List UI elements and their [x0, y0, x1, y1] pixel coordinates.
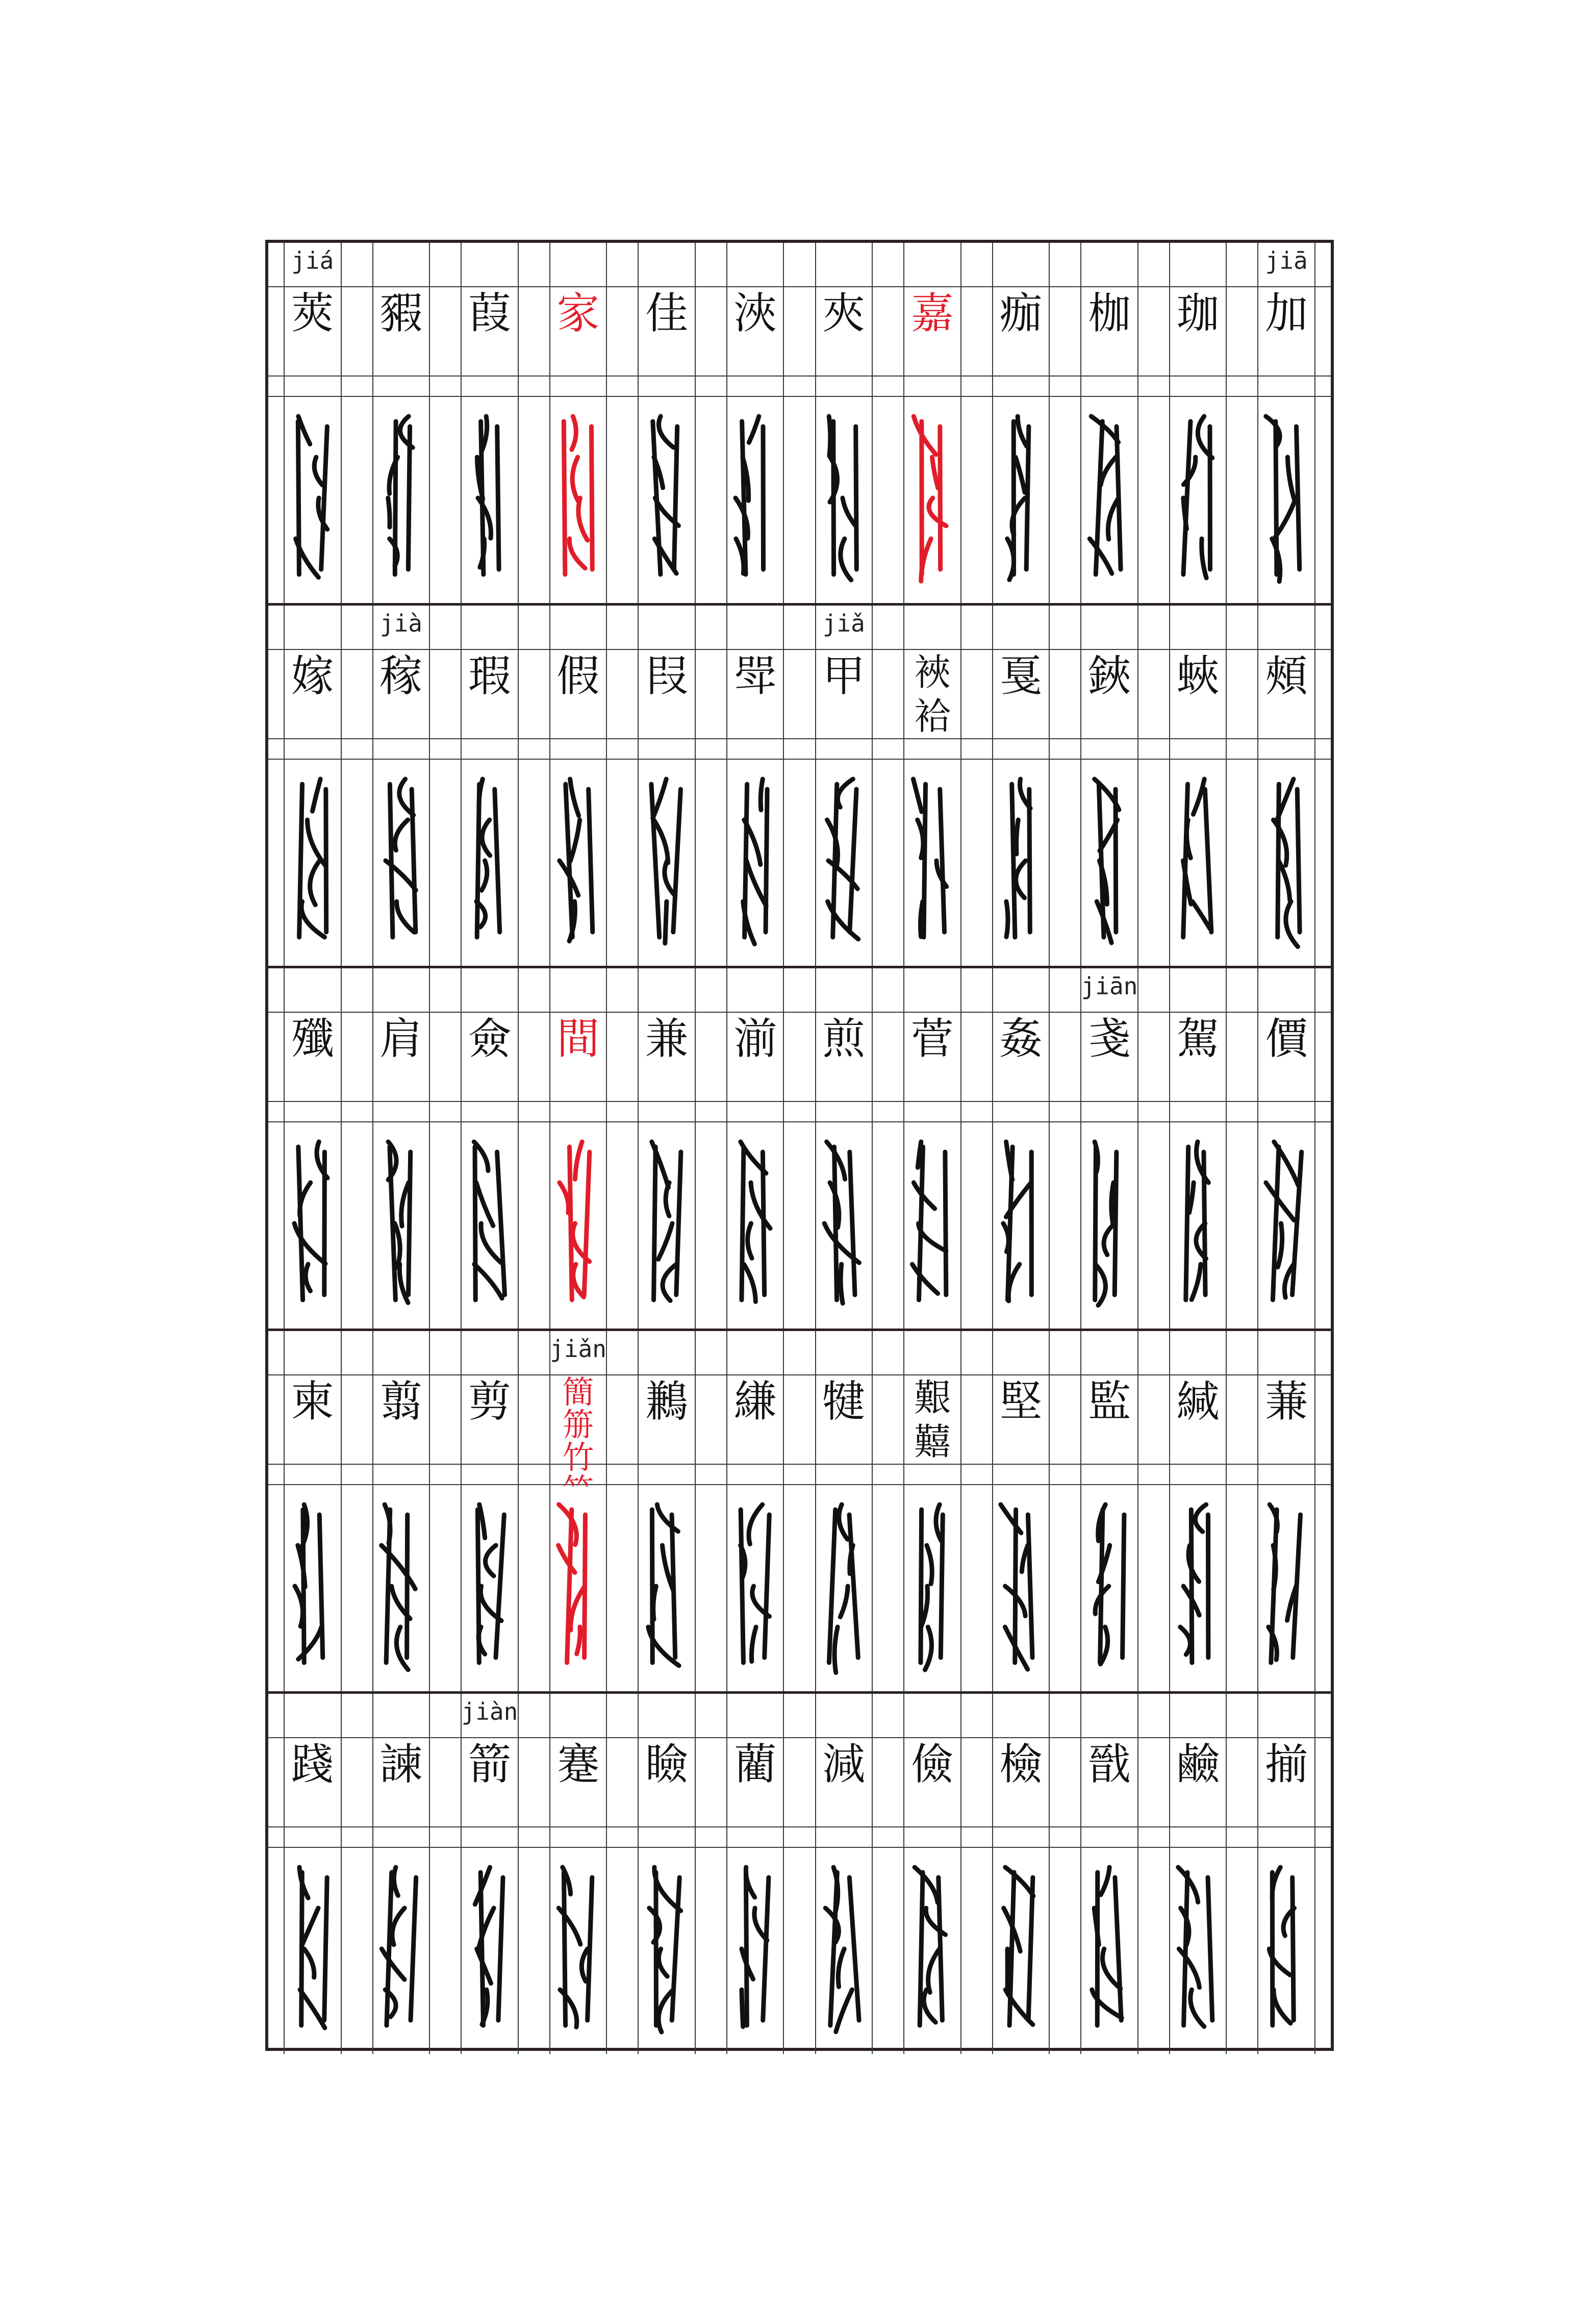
seal-script-glyph — [1154, 1494, 1243, 1678]
regular-script-char: 箭 — [468, 1739, 511, 1789]
regular-script-char: 夾 — [822, 288, 866, 338]
regular-script-char: 枷 — [1088, 288, 1131, 338]
table-cell — [534, 1694, 623, 2054]
seal-script-glyph — [977, 406, 1066, 590]
regular-script-char: 簡 笧 竹 𥫗 — [562, 1373, 594, 1509]
seal-script-glyph — [800, 1857, 889, 2041]
table-cell — [1242, 1694, 1331, 2054]
table-cell — [1154, 968, 1243, 1329]
seal-script-glyph — [1065, 769, 1154, 953]
regular-script-char: 肩 — [379, 1014, 423, 1064]
seal-script-glyph — [888, 1132, 977, 1315]
regular-script-char: 僉 — [468, 1014, 511, 1064]
regular-script-char: 檢 — [999, 1739, 1043, 1789]
table-cell — [357, 243, 446, 603]
table-cell — [357, 1331, 446, 1691]
table-cell — [357, 1694, 446, 2054]
regular-script-char: 減 — [822, 1739, 866, 1789]
character-table — [265, 240, 1334, 2051]
table-cell — [534, 968, 623, 1329]
regular-script-char: 浹 — [733, 288, 777, 338]
regular-script-char: 瑕 — [468, 651, 511, 701]
table-cell — [1154, 243, 1243, 603]
regular-script-char: 戩 — [1088, 1739, 1131, 1789]
band-separator — [268, 966, 1331, 968]
seal-script-glyph — [445, 1132, 534, 1315]
regular-script-char: 監 — [1088, 1376, 1131, 1426]
table-cell — [977, 1694, 1066, 2054]
table-cell — [711, 243, 800, 603]
table-cell — [800, 968, 889, 1329]
table-cell — [888, 1331, 977, 1691]
seal-script-glyph — [268, 406, 357, 590]
seal-script-glyph — [1242, 406, 1331, 590]
table-cell — [1154, 606, 1243, 966]
seal-script-glyph — [622, 1494, 711, 1678]
seal-script-glyph — [1242, 769, 1331, 953]
regular-script-char: 佳 — [645, 288, 689, 338]
pinyin-label: jiān — [1081, 972, 1138, 1000]
pinyin-label: jiá — [291, 247, 334, 274]
regular-script-char: 蛺 — [1176, 651, 1220, 701]
table-cell — [888, 606, 977, 966]
table-cell — [977, 968, 1066, 1329]
regular-script-char: 菅 — [910, 1014, 954, 1064]
seal-script-glyph — [1065, 1132, 1154, 1315]
regular-script-char: 煎 — [822, 1014, 866, 1064]
table-cell — [1154, 1331, 1243, 1691]
table-cell — [977, 243, 1066, 603]
regular-script-char: 嫁 — [291, 651, 334, 701]
table-cell — [711, 968, 800, 1329]
table-cell — [622, 243, 711, 603]
regular-script-char: 叚 — [645, 651, 689, 701]
table-cell — [534, 1331, 623, 1691]
regular-script-char: 莢 — [291, 288, 334, 338]
table-cell — [1242, 243, 1331, 603]
seal-script-glyph — [1242, 1857, 1331, 2041]
seal-script-glyph — [534, 406, 623, 590]
seal-script-glyph — [711, 769, 800, 953]
seal-script-glyph — [800, 1132, 889, 1315]
table-cell — [268, 968, 357, 1329]
seal-script-glyph — [1065, 406, 1154, 590]
regular-script-char: 裌 袷 — [914, 651, 951, 738]
regular-script-char: 剪 — [468, 1376, 511, 1426]
table-cell — [534, 606, 623, 966]
regular-script-char: 儉 — [910, 1739, 954, 1789]
table-band — [268, 606, 1331, 966]
regular-script-char: 鶼 — [645, 1376, 689, 1426]
regular-script-char: 痂 — [999, 288, 1043, 338]
seal-script-glyph — [1065, 1494, 1154, 1678]
regular-script-char: 豭 — [379, 288, 423, 338]
table-cell — [534, 243, 623, 603]
regular-script-char: 翦 — [379, 1376, 423, 1426]
regular-script-char: 葭 — [468, 288, 511, 338]
regular-script-char: 駕 — [1176, 1014, 1220, 1064]
table-cell — [1242, 1331, 1331, 1691]
table-band — [268, 243, 1331, 603]
band-separator — [268, 603, 1331, 606]
table-cell — [1065, 968, 1154, 1329]
seal-script-glyph — [445, 1494, 534, 1678]
table-cell — [800, 606, 889, 966]
regular-script-char: 鹼 — [1176, 1739, 1220, 1789]
seal-script-glyph — [622, 1857, 711, 2041]
regular-script-char: 間 — [556, 1014, 600, 1064]
table-cell — [622, 1331, 711, 1691]
band-separator — [268, 1329, 1331, 1331]
table-cell — [357, 968, 446, 1329]
regular-script-char: 稼 — [379, 651, 423, 701]
seal-script-glyph — [445, 406, 534, 590]
regular-script-char: 踐 — [291, 1739, 334, 1789]
regular-script-char: 加 — [1265, 288, 1308, 338]
seal-script-glyph — [1242, 1132, 1331, 1315]
seal-script-glyph — [888, 1494, 977, 1678]
regular-script-char: 鋏 — [1088, 651, 1131, 701]
seal-script-glyph — [888, 769, 977, 953]
pinyin-label: jiǎ — [822, 610, 865, 637]
seal-script-glyph — [800, 1494, 889, 1678]
seal-script-glyph — [977, 1132, 1066, 1315]
table-cell — [1065, 1694, 1154, 2054]
regular-script-char: 頰 — [1265, 651, 1308, 701]
table-cell — [888, 968, 977, 1329]
table-cell — [622, 606, 711, 966]
seal-script-glyph — [534, 1132, 623, 1315]
table-cell — [1242, 968, 1331, 1329]
seal-script-glyph — [357, 1857, 446, 2041]
table-cell — [800, 243, 889, 603]
seal-script-glyph — [357, 1132, 446, 1315]
seal-script-glyph — [357, 1494, 446, 1678]
regular-script-char: 堅 — [999, 1376, 1043, 1426]
table-cell — [711, 1331, 800, 1691]
regular-script-char: 珈 — [1176, 288, 1220, 338]
seal-script-glyph — [977, 1857, 1066, 2041]
regular-script-char: 戔 — [1088, 1014, 1131, 1064]
seal-script-glyph — [711, 1857, 800, 2041]
seal-script-glyph — [268, 1494, 357, 1678]
seal-script-glyph — [977, 1494, 1066, 1678]
seal-script-glyph — [888, 406, 977, 590]
seal-script-glyph — [1242, 1494, 1331, 1678]
seal-script-glyph — [711, 406, 800, 590]
table-cell — [800, 1694, 889, 2054]
table-cell — [888, 1694, 977, 2054]
table-cell — [888, 243, 977, 603]
table-cell — [1065, 1331, 1154, 1691]
table-band — [268, 1694, 1331, 2054]
table-cell — [1242, 606, 1331, 966]
table-cell — [445, 606, 534, 966]
seal-script-glyph — [622, 769, 711, 953]
regular-script-char: 縑 — [733, 1376, 777, 1426]
table-cell — [977, 606, 1066, 966]
regular-script-char: 家 — [556, 288, 600, 338]
seal-script-glyph — [1154, 769, 1243, 953]
seal-script-glyph — [357, 406, 446, 590]
seal-script-glyph — [800, 769, 889, 953]
regular-script-char: 斝 — [733, 651, 777, 701]
table-cell — [445, 1331, 534, 1691]
regular-script-char: 蒹 — [1265, 1376, 1308, 1426]
table-band — [268, 968, 1331, 1329]
pinyin-label: jiǎn — [550, 1335, 606, 1363]
table-cell — [445, 243, 534, 603]
regular-script-char: 揃 — [1265, 1739, 1308, 1789]
regular-script-char: 殲 — [291, 1014, 334, 1064]
seal-script-glyph — [977, 769, 1066, 953]
table-cell — [1065, 243, 1154, 603]
table-cell — [622, 968, 711, 1329]
pinyin-label: jiā — [1265, 247, 1308, 274]
seal-script-glyph — [445, 769, 534, 953]
seal-script-glyph — [1154, 1857, 1243, 2041]
seal-script-glyph — [268, 1132, 357, 1315]
seal-script-glyph — [534, 1857, 623, 2041]
seal-script-glyph — [1154, 1132, 1243, 1315]
table-cell — [445, 968, 534, 1329]
seal-script-glyph — [711, 1132, 800, 1315]
regular-script-char: 兼 — [645, 1014, 689, 1064]
seal-script-glyph — [268, 769, 357, 953]
regular-script-char: 柬 — [291, 1376, 334, 1426]
pinyin-label: jiàn — [461, 1698, 518, 1725]
regular-script-char: 瞼 — [645, 1739, 689, 1789]
regular-script-char: 戛 — [999, 651, 1043, 701]
seal-script-glyph — [711, 1494, 800, 1678]
regular-script-char: 犍 — [822, 1376, 866, 1426]
seal-script-glyph — [888, 1857, 977, 2041]
table-cell — [268, 606, 357, 966]
table-cell — [800, 1331, 889, 1691]
seal-script-glyph — [800, 406, 889, 590]
table-cell — [1065, 606, 1154, 966]
table-cell — [268, 1331, 357, 1691]
regular-script-char: 藺 — [733, 1739, 777, 1789]
table-cell — [1154, 1694, 1243, 2054]
seal-script-glyph — [357, 769, 446, 953]
seal-script-glyph — [1154, 406, 1243, 590]
regular-script-char: 姦 — [999, 1014, 1043, 1064]
table-cell — [268, 1694, 357, 2054]
band-separator — [268, 1691, 1331, 1694]
regular-script-char: 艱 囏 — [914, 1376, 951, 1463]
regular-script-char: 甲 — [822, 651, 866, 701]
table-cell — [268, 243, 357, 603]
seal-script-glyph — [445, 1857, 534, 2041]
table-cell — [622, 1694, 711, 2054]
regular-script-char: 緘 — [1176, 1376, 1220, 1426]
seal-script-glyph — [622, 1132, 711, 1315]
regular-script-char: 湔 — [733, 1014, 777, 1064]
seal-script-glyph — [268, 1857, 357, 2041]
regular-script-char: 假 — [556, 651, 600, 701]
seal-script-glyph — [1065, 1857, 1154, 2041]
regular-script-char: 價 — [1265, 1014, 1308, 1064]
seal-script-glyph — [622, 406, 711, 590]
table-cell — [445, 1694, 534, 2054]
seal-script-glyph — [534, 769, 623, 953]
table-cell — [711, 606, 800, 966]
table-cell — [977, 1331, 1066, 1691]
regular-script-char: 蹇 — [556, 1739, 600, 1789]
pinyin-label: jià — [379, 610, 422, 637]
table-band — [268, 1331, 1331, 1691]
regular-script-char: 嘉 — [910, 288, 954, 338]
table-cell — [711, 1694, 800, 2054]
seal-script-glyph — [534, 1494, 623, 1678]
regular-script-char: 諫 — [379, 1739, 423, 1789]
table-cell — [357, 606, 446, 966]
